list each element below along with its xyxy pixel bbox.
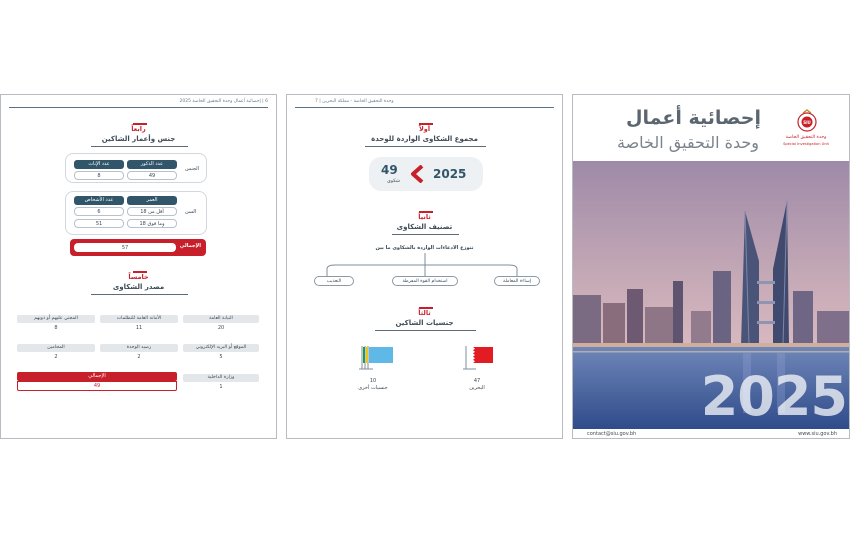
total-complaints-card <box>369 157 483 191</box>
logo-text-arabic: وحدة التحقيق الخاصة <box>785 135 827 140</box>
gender-header-female: عدد الإناث <box>74 160 124 169</box>
header-rule <box>295 107 554 108</box>
nationality-value: 10 <box>369 378 377 384</box>
age-range-cell: أقل من 18 <box>127 207 177 216</box>
age-label: السن <box>185 209 197 215</box>
section-rule <box>392 234 459 235</box>
section-rule <box>375 330 476 331</box>
bahrain-flag-icon <box>462 345 494 373</box>
year-value: 2025 <box>433 167 467 181</box>
age-count-cell: 6 <box>74 207 124 216</box>
source-label: الأمانة العامة للتظلمات <box>100 315 178 323</box>
source-value: 20 <box>217 325 225 331</box>
section-number: خامساً <box>128 273 149 281</box>
page-header: 6 | إحصائية أعمال وحدة التحقيق الخاصة 2025 <box>179 99 268 104</box>
category-pill: التعذيب <box>314 276 354 286</box>
section-title: مجموع الشكاوى الواردة للوحدة <box>371 135 478 143</box>
page-six <box>0 94 277 439</box>
website-url: www.siu.gov.bh <box>798 431 837 437</box>
section-number: ثانياً <box>418 213 431 221</box>
section-title: تصنيف الشكاوى <box>396 223 453 231</box>
svg-text:SIU: SIU <box>803 120 811 125</box>
nationality-label: البحرين <box>469 385 485 391</box>
section-title: جنسيات الشاكين <box>395 319 454 327</box>
source-value: 5 <box>219 354 223 360</box>
source-total-value: 49 <box>17 381 177 391</box>
source-label: المجني عليهم أو ذويهم <box>17 315 95 323</box>
page-header: وحدة التحقيق الخاصة - مملكة البحرين | 7 <box>315 99 394 104</box>
classification-subtitle: تتوزع الادعاءات الواردة بالشكاوى ما بين <box>375 245 474 251</box>
source-value: 8 <box>54 325 58 331</box>
section-number: ثالثاً <box>418 309 431 317</box>
source-value: 11 <box>135 325 143 331</box>
total-label: الإجمالي <box>179 243 201 249</box>
age-header-range: العمر <box>127 196 177 205</box>
age-range-cell: 18 وما فوق <box>127 219 177 228</box>
contact-email: contact@siu.gov.bh <box>587 431 637 437</box>
gender-value-male: 49 <box>127 171 177 180</box>
nationality-value: 47 <box>473 378 481 384</box>
source-label: رصيد الوحدة <box>100 344 178 352</box>
count-unit: شكوى <box>387 179 400 184</box>
nationality-label: جنسيات أخرى <box>358 385 388 391</box>
tree-connector <box>287 253 563 277</box>
source-label: النيابة العامة <box>183 315 259 323</box>
siu-logo-icon <box>795 109 819 133</box>
section-number: رابعاً <box>131 125 146 133</box>
source-label: الموقع أو البريد الإلكتروني <box>183 344 259 352</box>
total-bar <box>70 239 206 256</box>
source-value: 2 <box>54 354 58 360</box>
section-rule <box>365 146 486 147</box>
cover-subtitle: وحدة التحقيق الخاصة <box>617 133 759 152</box>
gender-header-male: عدد الذكور <box>127 160 177 169</box>
cover-year: 2025 <box>700 365 847 428</box>
complaint-count: 49 <box>381 163 398 177</box>
logo-text-english: Special Investigation Unit <box>783 142 829 146</box>
section-title: مصدر الشكاوى <box>112 283 165 291</box>
source-total-label: الإجمالي <box>17 372 177 381</box>
total-value: 57 <box>74 243 176 252</box>
page-seven <box>286 94 563 439</box>
gender-value-female: 8 <box>74 171 124 180</box>
header-rule <box>9 107 268 108</box>
section-rule <box>91 146 188 147</box>
section-title: جنس وأعمار الشاكين <box>101 135 176 143</box>
category-pill: إساءة المعاملة <box>494 276 540 286</box>
age-count-cell: 51 <box>74 219 124 228</box>
gender-label: الجنس <box>185 166 200 172</box>
section-number: أولاً <box>418 125 431 133</box>
category-pill: استخدام القوة المفرطة <box>392 276 458 286</box>
source-value: 1 <box>219 384 223 390</box>
source-label: المحامين <box>17 344 95 352</box>
other-flags-icon <box>359 345 395 373</box>
cover-title: إحصائية أعمال <box>626 107 761 129</box>
chevron-icon <box>410 165 426 183</box>
source-label: وزارة الداخلية <box>183 374 259 382</box>
source-value: 2 <box>137 354 141 360</box>
age-header-count: عدد الأشخاص <box>74 196 124 205</box>
section-rule <box>91 294 188 295</box>
cover-page <box>572 94 850 439</box>
